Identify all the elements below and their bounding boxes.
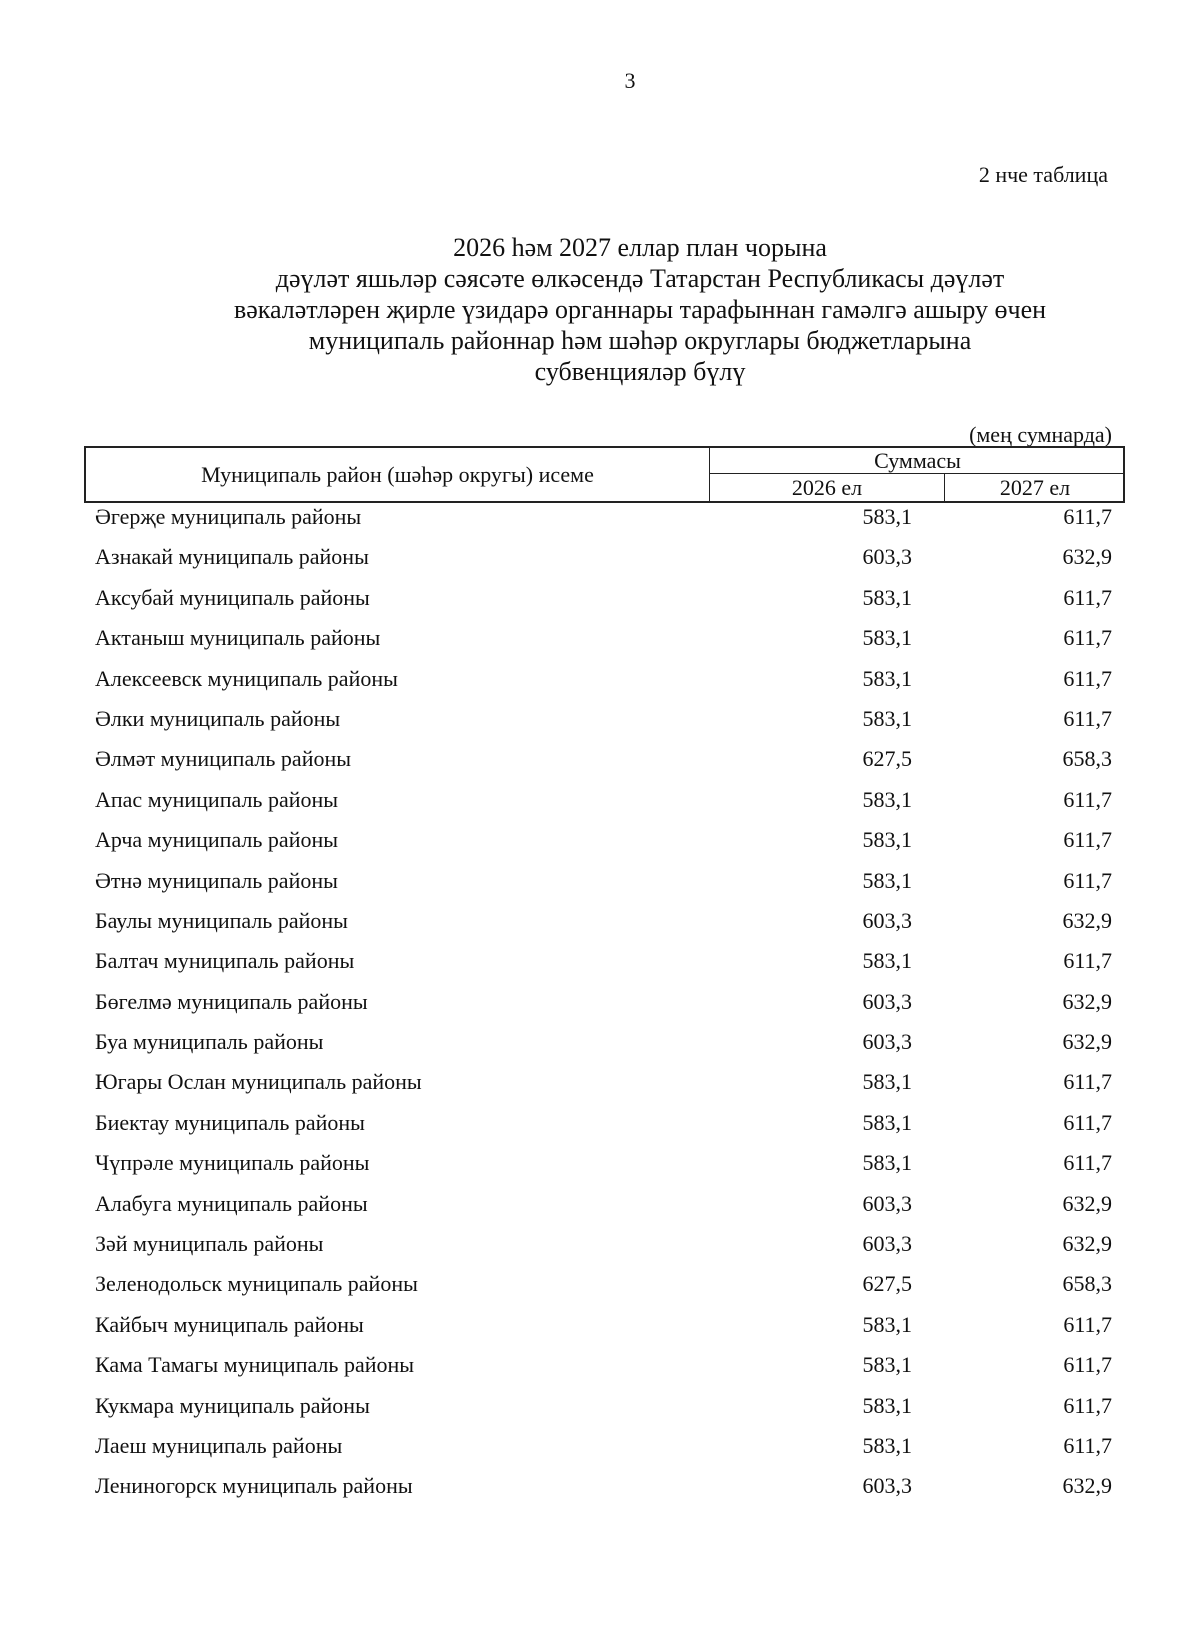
amount-2026: 603,3 xyxy=(862,544,912,570)
amount-2027: 611,7 xyxy=(1063,867,1112,893)
amount-2026: 583,1 xyxy=(862,1311,912,1337)
table-row xyxy=(0,1025,1200,1065)
page-number: 3 xyxy=(624,68,636,93)
amount-2027: 611,7 xyxy=(1063,827,1112,853)
header-year-2026: 2026 ел xyxy=(710,474,945,501)
amount-2027: 611,7 xyxy=(1063,1150,1112,1176)
amount-2026: 583,1 xyxy=(862,1352,912,1378)
amount-2027: 632,9 xyxy=(1062,907,1112,933)
table-body xyxy=(0,500,1200,1510)
amount-2027: 611,7 xyxy=(1063,1432,1112,1458)
district-name: Буа муниципаль районы xyxy=(95,1029,324,1055)
amount-2027: 611,7 xyxy=(1063,1109,1112,1135)
table-row xyxy=(0,1187,1200,1227)
amount-2027: 632,9 xyxy=(1062,1190,1112,1216)
district-name: Бөгелмә муниципаль районы xyxy=(95,988,368,1014)
amount-2027: 611,7 xyxy=(1063,504,1112,529)
amount-2026: 583,1 xyxy=(862,786,912,812)
title-line: 2026 һәм 2027 еллар план чорына xyxy=(453,233,827,262)
header-year-2027: 2027 ел xyxy=(999,475,1071,500)
table-row xyxy=(0,1469,1200,1509)
amount-2027: 611,7 xyxy=(1063,584,1112,610)
amount-2026: 603,3 xyxy=(862,907,912,933)
amount-2027: 611,7 xyxy=(1063,1069,1112,1095)
district-name: Баулы муниципаль районы xyxy=(95,907,348,933)
amount-2026: 583,1 xyxy=(862,1432,912,1458)
table-row xyxy=(0,621,1200,661)
table-row xyxy=(0,1106,1200,1146)
table-row xyxy=(0,823,1200,863)
table-row xyxy=(0,1227,1200,1267)
amount-2027: 632,9 xyxy=(1062,988,1112,1014)
district-name: Әлмәт муниципаль районы xyxy=(95,746,352,772)
table-row xyxy=(0,702,1200,742)
amount-2027: 632,9 xyxy=(1062,544,1112,570)
district-name: Алексеевск муниципаль районы xyxy=(95,665,398,691)
district-name: Лениногорск муниципаль районы xyxy=(95,1473,413,1499)
amount-2026: 603,3 xyxy=(862,988,912,1014)
district-name: Лаеш муниципаль районы xyxy=(95,1432,343,1458)
amount-2026: 583,1 xyxy=(862,1109,912,1135)
table-header xyxy=(84,446,1125,503)
amount-2026: 603,3 xyxy=(862,1029,912,1055)
amount-2026: 583,1 xyxy=(862,1069,912,1095)
amount-2026: 583,1 xyxy=(862,867,912,893)
district-name: Әлки муниципаль районы xyxy=(95,705,341,731)
district-name: Азнакай муниципаль районы xyxy=(95,544,369,570)
table-row xyxy=(0,581,1200,621)
amount-2027: 632,9 xyxy=(1062,1473,1112,1499)
table-row xyxy=(0,1429,1200,1469)
amount-2027: 611,7 xyxy=(1063,948,1112,974)
units-note: (мең сумнарда) xyxy=(969,422,1112,447)
amount-2027: 658,3 xyxy=(1062,746,1112,772)
table-row xyxy=(0,1308,1200,1348)
amount-2027: 611,7 xyxy=(1063,665,1112,691)
amount-2027: 611,7 xyxy=(1063,1311,1112,1337)
district-name: Биектау муниципаль районы xyxy=(95,1109,365,1135)
amount-2026: 603,3 xyxy=(862,1190,912,1216)
district-name: Алабуга муниципаль районы xyxy=(95,1190,368,1216)
district-name: Чүпрәле муниципаль районы xyxy=(95,1150,370,1176)
amount-2026: 603,3 xyxy=(862,1231,912,1257)
district-name: Балтач муниципаль районы xyxy=(95,948,355,974)
amount-2027: 611,7 xyxy=(1063,625,1112,651)
district-name: Кукмара муниципаль районы xyxy=(95,1392,370,1418)
district-name: Кайбыч муниципаль районы xyxy=(95,1311,364,1337)
amount-2026: 627,5 xyxy=(862,746,912,772)
table-row xyxy=(0,1065,1200,1105)
table-row xyxy=(0,985,1200,1025)
district-name: Зәй муниципаль районы xyxy=(95,1231,324,1257)
table-row xyxy=(0,1348,1200,1388)
header-sums: Суммасы xyxy=(710,448,1125,474)
table-row xyxy=(0,783,1200,823)
title-line: субвенцияләр бүлү xyxy=(534,357,746,386)
amount-2026: 583,1 xyxy=(862,705,912,731)
table-row xyxy=(0,864,1200,904)
amount-2027: 632,9 xyxy=(1062,1029,1112,1055)
amount-2026: 583,1 xyxy=(862,1392,912,1418)
district-name: Кама Тамагы муниципаль районы xyxy=(95,1352,415,1378)
table-row xyxy=(0,1267,1200,1307)
district-name: Арча муниципаль районы xyxy=(95,827,339,853)
table-row xyxy=(0,662,1200,702)
amount-2026: 583,1 xyxy=(862,1150,912,1176)
title-line: дәүләт яшьләр сәясәте өлкәсендә Татарстан Республикасы дәүләт xyxy=(275,264,1005,293)
district-name: Әгерҗе муниципаль районы xyxy=(95,504,362,529)
table-row xyxy=(0,904,1200,944)
amount-2026: 583,1 xyxy=(862,948,912,974)
amount-2026: 583,1 xyxy=(862,665,912,691)
amount-2026: 627,5 xyxy=(862,1271,912,1297)
amount-2027: 611,7 xyxy=(1063,1352,1112,1378)
amount-2026: 583,1 xyxy=(862,625,912,651)
table-row xyxy=(0,944,1200,984)
document-title xyxy=(160,232,1120,387)
district-name: Югары Ослан муниципаль районы xyxy=(95,1069,422,1095)
amount-2027: 658,3 xyxy=(1062,1271,1112,1297)
amount-2026: 603,3 xyxy=(862,1473,912,1499)
district-name: Апас муниципаль районы xyxy=(95,786,339,812)
amount-2027: 611,7 xyxy=(1063,786,1112,812)
table-row xyxy=(0,500,1200,540)
amount-2026: 583,1 xyxy=(862,584,912,610)
table-row xyxy=(0,742,1200,782)
table-row xyxy=(0,540,1200,580)
amount-2026: 583,1 xyxy=(862,827,912,853)
table-row xyxy=(0,1146,1200,1186)
amount-2027: 611,7 xyxy=(1063,1392,1112,1418)
amount-2026: 583,1 xyxy=(862,504,912,529)
table-row xyxy=(0,1389,1200,1429)
district-name: Аксубай муниципаль районы xyxy=(95,584,370,610)
amount-2027: 611,7 xyxy=(1063,705,1112,731)
header-name: Муниципаль район (шәһәр округы) исеме xyxy=(86,448,710,501)
district-name: Әтнә муниципаль районы xyxy=(95,867,338,893)
district-name: Зеленодольск муниципаль районы xyxy=(95,1271,418,1297)
title-line: вәкаләтләрен җирле үзидарә органнары тарафыннан гамәлгә ашыру өчен xyxy=(233,295,1047,324)
title-line: муниципаль районнар һәм шәһәр округлары бюджетларына xyxy=(308,326,972,355)
amount-2027: 632,9 xyxy=(1062,1231,1112,1257)
table-label: 2 нче таблица xyxy=(978,162,1108,187)
district-name: Актаныш муниципаль районы xyxy=(95,625,381,651)
